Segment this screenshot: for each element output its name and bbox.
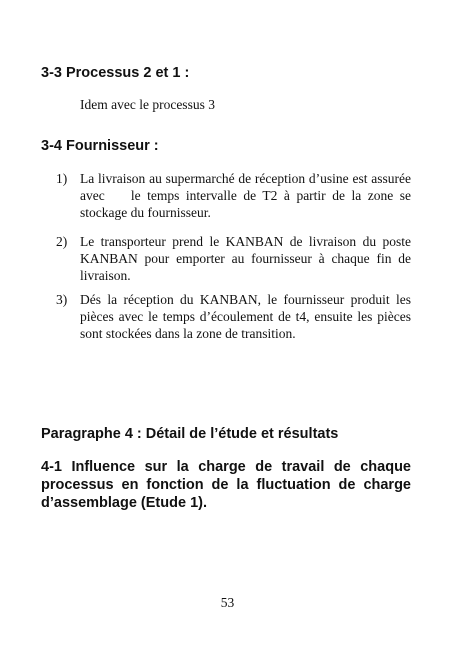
list-item <box>56 291 411 342</box>
list-item-number: 3) <box>56 292 68 307</box>
list-item-text: Le transporteur prend le KANBAN de livraison du poste KANBAN pour emporter au fournisseur à chaque fin de livraison. <box>80 234 411 283</box>
page-number: 53 <box>220 595 235 610</box>
section-heading-3-3: 3-3 Processus 2 et 1 : <box>41 65 190 81</box>
list-item-number: 2) <box>56 234 68 249</box>
list-item <box>56 170 415 221</box>
paragraph-4-heading: Paragraphe 4 : Détail de l’étude et résultats <box>41 426 339 442</box>
section-heading-3-4: 3-4 Fournisseur : <box>41 138 159 154</box>
list-item-text: Dés la réception du KANBAN, le fournisseur produit les pièces avec le temps d’écoulement de t4, ensuite les pièces sont stockées dans la zone de transition. <box>80 292 411 341</box>
section-heading-4-1: 4-1 Influence sur la charge de travail de chaque processus en fonction de la fluctuation de charge d’assemblage (Etude 1). <box>41 459 411 511</box>
section-3-3-body: Idem avec le processus 3 <box>80 97 215 112</box>
list-item-number: 1) <box>56 171 68 186</box>
list-item <box>56 233 411 284</box>
list-item-text: La livraison au supermarché de réception d’usine est assurée avec le temps intervalle de T2 à partir de la zone se stockage du fournisseur. <box>80 171 415 220</box>
